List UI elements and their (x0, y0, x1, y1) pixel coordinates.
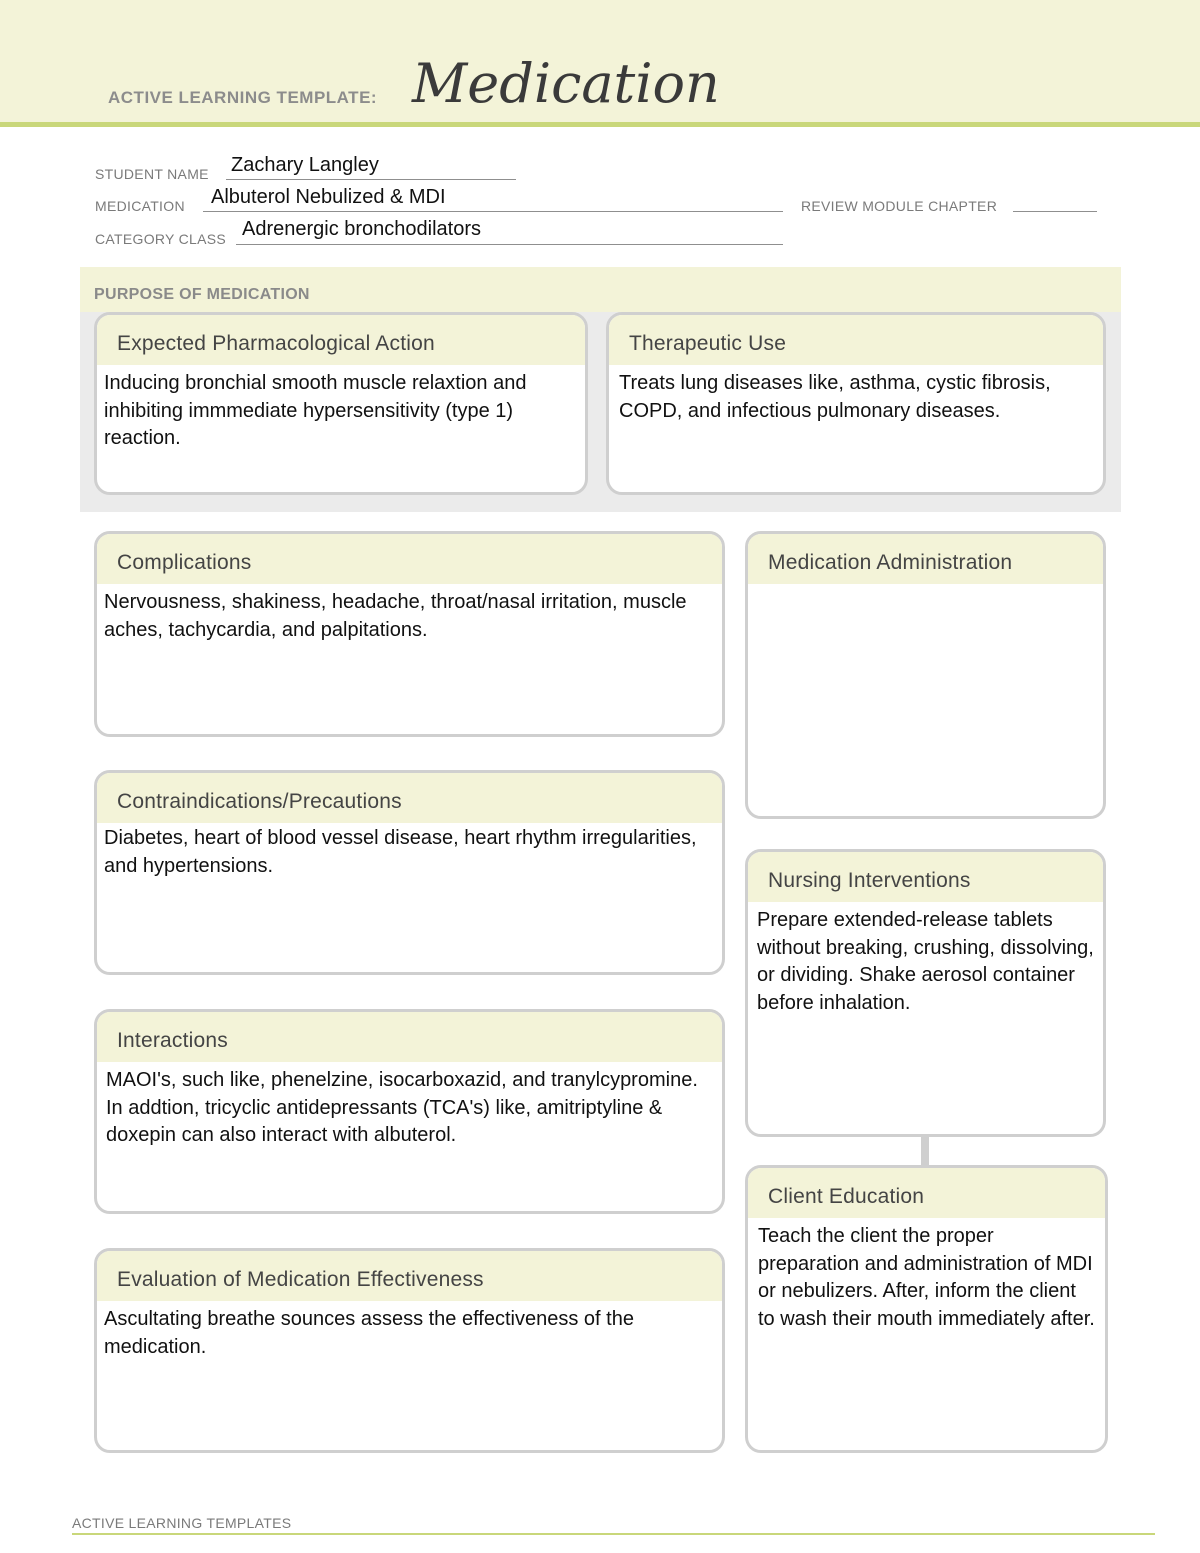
medication-label: MEDICATION (95, 198, 185, 214)
evaluation-text[interactable]: Ascultating breathe sounces assess the effectiveness of the medication. (104, 1308, 634, 1358)
medication-line (203, 211, 783, 212)
client-education-title: Client Education (748, 1168, 1105, 1218)
student-name-line (226, 179, 516, 180)
category-class-line (236, 244, 783, 245)
footer-rule (72, 1533, 1155, 1535)
administration-box (745, 531, 1106, 819)
evaluation-box (94, 1248, 725, 1453)
nursing-interventions-title: Nursing Interventions (748, 852, 1103, 902)
header-rule (0, 122, 1200, 127)
contraindications-text[interactable]: Diabetes, heart of blood vessel disease, heart rhythm irregularities, and hypertensions. (104, 827, 697, 877)
administration-text[interactable] (748, 584, 1103, 589)
box-connector (921, 1135, 929, 1167)
contraindications-title: Contraindications/Precautions (97, 773, 722, 823)
administration-title: Medication Administration (748, 534, 1103, 584)
template-label: ACTIVE LEARNING TEMPLATE: (108, 88, 378, 107)
interactions-title: Interactions (97, 1012, 722, 1062)
footer-text: ACTIVE LEARNING TEMPLATES (72, 1515, 292, 1531)
purpose-label: PURPOSE OF MEDICATION (94, 286, 310, 303)
evaluation-title: Evaluation of Medication Effectiveness (97, 1251, 722, 1301)
category-class-field[interactable]: Adrenergic bronchodilators (242, 218, 482, 240)
complications-title: Complications (97, 534, 722, 584)
therapeutic-use-text[interactable]: Treats lung diseases like, asthma, cystic fibrosis, COPD, and infectious pulmonary diseases. (619, 372, 1051, 422)
review-module-field[interactable] (1013, 211, 1097, 212)
expected-action-text[interactable]: Inducing bronchial smooth muscle relaxtion and inhibiting immmediate hypersensitivity (type 1) reaction. (104, 372, 527, 449)
complications-box (94, 531, 725, 737)
client-education-box (745, 1165, 1108, 1453)
review-module-label: REVIEW MODULE CHAPTER (801, 198, 998, 214)
contraindications-box (94, 770, 725, 975)
nursing-interventions-box (745, 849, 1106, 1137)
complications-text[interactable]: Nervousness, shakiness, headache, throat/nasal irritation, muscle aches, tachycardia, and palpitations. (104, 591, 687, 641)
expected-action-title: Expected Pharmacological Action (97, 315, 585, 365)
therapeutic-use-title: Therapeutic Use (609, 315, 1103, 365)
nursing-interventions-text[interactable]: Prepare extended-release tablets without breaking, crushing, dissolving, or dividing. Shake aerosol container before inhalation. (757, 909, 1094, 1014)
page-title: Medication (412, 52, 720, 115)
student-name-field[interactable]: Zachary Langley (231, 154, 379, 176)
student-name-label: STUDENT NAME (95, 166, 209, 182)
interactions-box (94, 1009, 725, 1214)
client-education-text[interactable]: Teach the client the proper preparation and administration of MDI or nebulizers. After, inform the client to wash their mouth immediately after. (758, 1225, 1095, 1330)
expected-action-box (94, 312, 588, 495)
medication-field[interactable]: Albuterol Nebulized & MDI (211, 186, 446, 208)
category-class-label: CATEGORY CLASS (95, 231, 227, 247)
interactions-text[interactable]: MAOI's, such like, phenelzine, isocarboxazid, and tranylcypromine. In addtion, tricyclic antidepressants (TCA's) like, amitriptyline & doxepin can also interact with albuterol. (106, 1069, 698, 1146)
therapeutic-use-box (606, 312, 1106, 495)
